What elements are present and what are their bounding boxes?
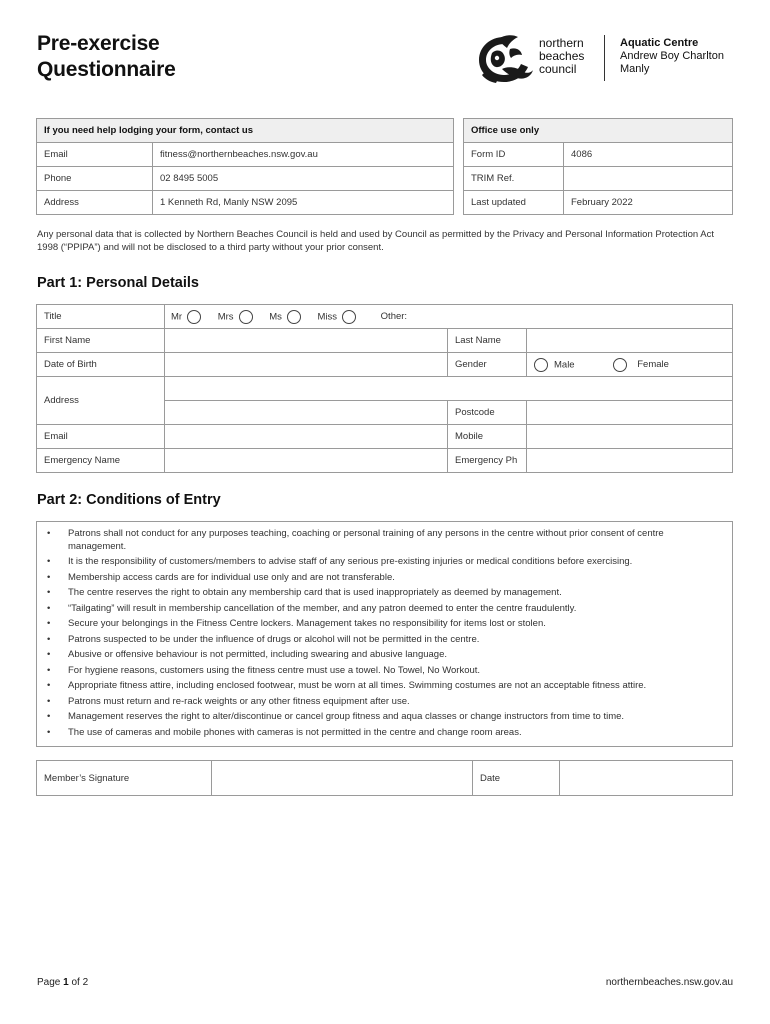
last-name-field[interactable]: [527, 329, 733, 353]
venue-name-line-3: Manly: [620, 63, 650, 75]
contact-phone-value: 02 8495 5005: [153, 167, 454, 191]
trim-ref-label: TRIM Ref.: [464, 167, 564, 191]
list-item: • Patrons suspected to be under the influence of drugs or alcohol will not be permitted in the centre.: [45, 634, 722, 647]
date-label: Date: [473, 761, 560, 796]
list-item: • It is the responsibility of customers/members to advise staff of any serious pre-existing injuries or medical conditions before exercising.: [45, 556, 722, 569]
office-header-row: [464, 119, 733, 143]
title-option-mrs[interactable]: [218, 310, 267, 324]
contact-header: If you need help lodging your form, contact us: [37, 119, 454, 143]
first-name-field[interactable]: [165, 329, 448, 353]
trim-ref-field[interactable]: [564, 167, 733, 191]
venue-name-line-1: Aquatic Centre: [620, 37, 699, 49]
signature-table: [36, 760, 733, 796]
emergency-ph-field[interactable]: [527, 449, 733, 473]
form-id-label: Form ID: [464, 143, 564, 167]
last-name-label: Last Name: [448, 329, 527, 353]
title-ms-label: Ms: [269, 311, 282, 323]
list-item: • Abusive or offensive behaviour is not permitted, including swearing and abusive language.: [45, 649, 722, 662]
last-updated-value: February 2022: [564, 191, 733, 215]
signature-label: Member’s Signature: [37, 761, 212, 796]
contact-phone-label: Phone: [37, 167, 153, 191]
table-row: [37, 305, 733, 329]
office-use-table: [463, 118, 733, 215]
form-id-value: 4086: [564, 143, 733, 167]
council-emblem-icon: [474, 33, 534, 85]
venue-name: [620, 37, 724, 76]
title-option-mr[interactable]: [171, 310, 215, 324]
title-options: [165, 305, 733, 329]
contact-table: [36, 118, 454, 215]
list-item: • The use of cameras and mobile phones with cameras is not permitted in the centre and change room areas.: [45, 727, 722, 740]
mobile-field[interactable]: [527, 425, 733, 449]
list-item: • Appropriate fitness attire, including enclosed footwear, must be worn at all times. Swimming costumes are not an acceptable fitness attire.: [45, 680, 722, 693]
gender-female-label: Female: [637, 359, 669, 370]
contact-address-value: 1 Kenneth Rd, Manly NSW 2095: [153, 191, 454, 215]
title-miss-radio[interactable]: [342, 310, 356, 324]
address-field[interactable]: [165, 377, 733, 401]
list-item: • “Tailgating” will result in membership cancellation of the member, and any patron deemed to enter the centre fraudulently.: [45, 603, 722, 616]
page-suffix: of 2: [71, 977, 89, 988]
gender-male-label: Male: [554, 359, 575, 370]
page-title: [37, 31, 176, 83]
postcode-label: Postcode: [448, 401, 527, 425]
email-field[interactable]: [165, 425, 448, 449]
title-option-miss[interactable]: [318, 310, 371, 324]
last-updated-label: Last updated: [464, 191, 564, 215]
title-other-label: Other:: [380, 311, 408, 322]
contact-address-label: Address: [37, 191, 153, 215]
list-item: • Patrons shall not conduct for any purposes teaching, coaching or personal training of any persons in the centre without prior consent of centre management.: [45, 528, 722, 553]
title-mrs-radio[interactable]: [239, 310, 253, 324]
table-row: [37, 167, 454, 191]
title-label: Title: [37, 305, 165, 329]
privacy-statement: Any personal data that is collected by Northern Beaches Council is held and used by Council as permitted by the Privacy and Personal Information Protection Act 1998 (“PPIPA”) and will not be disclosed to a third party without your prior consent.: [37, 229, 714, 253]
part1-heading: Part 1: Personal Details: [37, 275, 199, 291]
table-row: [37, 329, 733, 353]
list-item: • Management reserves the right to alter/discontinue or cancel group fitness and aqua classes or change instructors from time to time.: [45, 711, 722, 724]
address-label: Address: [37, 377, 165, 425]
dob-label: Date of Birth: [37, 353, 165, 377]
emergency-name-field[interactable]: [165, 449, 448, 473]
list-item: • For hygiene reasons, customers using the fitness centre must use a towel. No Towel, No Workout.: [45, 665, 722, 678]
email-label: Email: [37, 425, 165, 449]
title-option-ms[interactable]: [269, 310, 315, 324]
council-name-line-1: northern: [539, 36, 584, 50]
page-prefix: Page: [37, 977, 61, 988]
council-name: [539, 37, 584, 76]
title-miss-label: Miss: [317, 311, 338, 323]
page-number: [37, 977, 88, 988]
venue-name-line-2: Andrew Boy Charlton: [620, 50, 724, 62]
contact-email-label: Email: [37, 143, 153, 167]
council-name-line-3: council: [539, 62, 577, 76]
conditions-list: [45, 528, 722, 739]
list-item: • Secure your belongings in the Fitness Centre lockers. Management takes no responsibility for items lost or stolen.: [45, 618, 722, 631]
table-row: [37, 353, 733, 377]
council-name-line-2: beaches: [539, 49, 585, 63]
list-item: • The centre reserves the right to obtain any membership card that is used inappropriately as deemed by management.: [45, 587, 722, 600]
table-row: [37, 143, 454, 167]
address-line-2-field[interactable]: [165, 401, 448, 425]
list-item: • Patrons must return and re-rack weights or any other fitness equipment after use.: [45, 696, 722, 709]
table-row: [464, 143, 733, 167]
part2-heading: Part 2: Conditions of Entry: [37, 492, 221, 508]
table-row: [464, 167, 733, 191]
table-row: [464, 191, 733, 215]
conditions-box: [36, 521, 733, 747]
office-header: Office use only: [464, 119, 733, 143]
signature-field[interactable]: [212, 761, 473, 796]
first-name-label: First Name: [37, 329, 165, 353]
emergency-ph-label: Emergency Ph: [448, 449, 527, 473]
title-ms-radio[interactable]: [287, 310, 301, 324]
logo-divider: [604, 35, 605, 81]
council-logo: [474, 33, 744, 85]
table-row: [37, 761, 733, 796]
gender-male-radio[interactable]: [534, 358, 548, 372]
table-row: [37, 377, 733, 401]
title-mrs-label: Mrs: [217, 311, 234, 323]
contact-header-row: [37, 119, 454, 143]
mobile-label: Mobile: [448, 425, 527, 449]
emergency-name-label: Emergency Name: [37, 449, 165, 473]
postcode-field[interactable]: [527, 401, 733, 425]
table-row: [37, 191, 454, 215]
table-row: [37, 425, 733, 449]
gender-label: Gender: [448, 353, 527, 377]
title-mr-label: Mr: [171, 311, 183, 323]
page-current: 1: [63, 977, 69, 988]
title-line-1: Pre-exercise: [37, 32, 160, 55]
contact-email-value[interactable]: fitness@northernbeaches.nsw.gov.au: [153, 143, 454, 167]
date-field[interactable]: [560, 761, 733, 796]
gender-female-radio[interactable]: [613, 358, 627, 372]
website-link[interactable]: northernbeaches.nsw.gov.au: [605, 977, 733, 988]
title-line-2: Questionnaire: [37, 58, 176, 81]
personal-details-table: [36, 304, 733, 473]
dob-field[interactable]: [165, 353, 448, 377]
list-item: • Membership access cards are for individual use only and are not transferable.: [45, 572, 722, 585]
gender-options: [527, 353, 733, 377]
table-row: [37, 449, 733, 473]
title-mr-radio[interactable]: [187, 310, 201, 324]
